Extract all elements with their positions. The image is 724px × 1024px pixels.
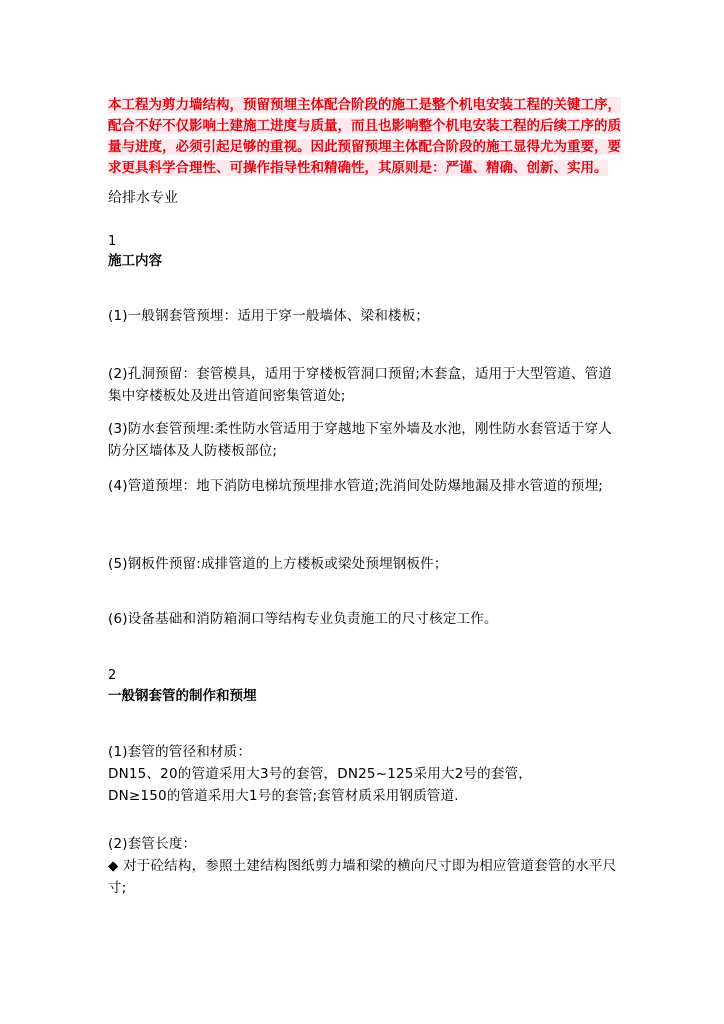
- section-1-item-5: (5)钢板件预留:成排管道的上方楼板或梁处预埋钢板件；: [108, 556, 448, 572]
- section-1-item-1: (1)一般钢套管预埋：适用于穿一般墙体、梁和楼板；: [108, 308, 430, 324]
- intro-highlight: 本工程为剪力墙结构，预留预埋主体配合阶段的施工是整个机电安装工程的关键工序，配合不好不仅影响土建施工进度与质量，而且也影响整个机电安装工程的后续工序的质量与进度，必须引起足够的重视。因此预留预埋主体配合阶段的施工显得尤为重要，要求更具科学合理性、可操作指导性和精确性，其原则是：严谨、精确、创新、实用。: [108, 97, 621, 176]
- section-2-title: 一般钢套管的制作和预埋: [108, 688, 257, 704]
- section-1-item-2: (2)孔洞预留：套管模具，适用于穿楼板管洞口预留;木套盒，适用于大型管道、管道集中穿楼板处及进出管道间密集管道处;: [108, 366, 612, 404]
- section-2-p1-title: (1)套管的管径和材质：: [108, 744, 252, 760]
- section-2-number: 2: [108, 668, 117, 683]
- intro-paragraph: [108, 95, 624, 179]
- subtitle: 给排水专业: [108, 190, 178, 206]
- section-2-p2-bullet: ◆ 对于砼结构，参照土建结构图纸剪力墙和梁的横向尺寸即为相应管道套管的水平尺寸;: [108, 858, 617, 896]
- section-1-title: 施工内容: [108, 253, 162, 269]
- section-2-p2-title: (2)套管长度：: [108, 836, 197, 852]
- section-2-p1-line-2: DN≥150的管道采用大1号的套管;套管材质采用钢质管道.: [108, 788, 459, 804]
- section-1-item-3: (3)防水套管预埋:柔性防水管适用于穿越地下室外墙及水池，刚性防水套管适于穿人防分区墙体及人防楼板部位;: [108, 421, 612, 459]
- section-1-item-6: (6)设备基础和消防箱洞口等结构专业负责施工的尺寸核定工作。: [108, 611, 498, 627]
- section-1-number: 1: [108, 234, 117, 249]
- section-2-p1-line-1: DN15、20的管道采用大3号的套管，DN25~125采用大2号的套管，: [108, 766, 532, 782]
- section-1-item-4: (4)管道预埋：地下消防电梯坑预埋排水管道;洗消间处防爆地漏及排水管道的预埋;: [108, 478, 604, 494]
